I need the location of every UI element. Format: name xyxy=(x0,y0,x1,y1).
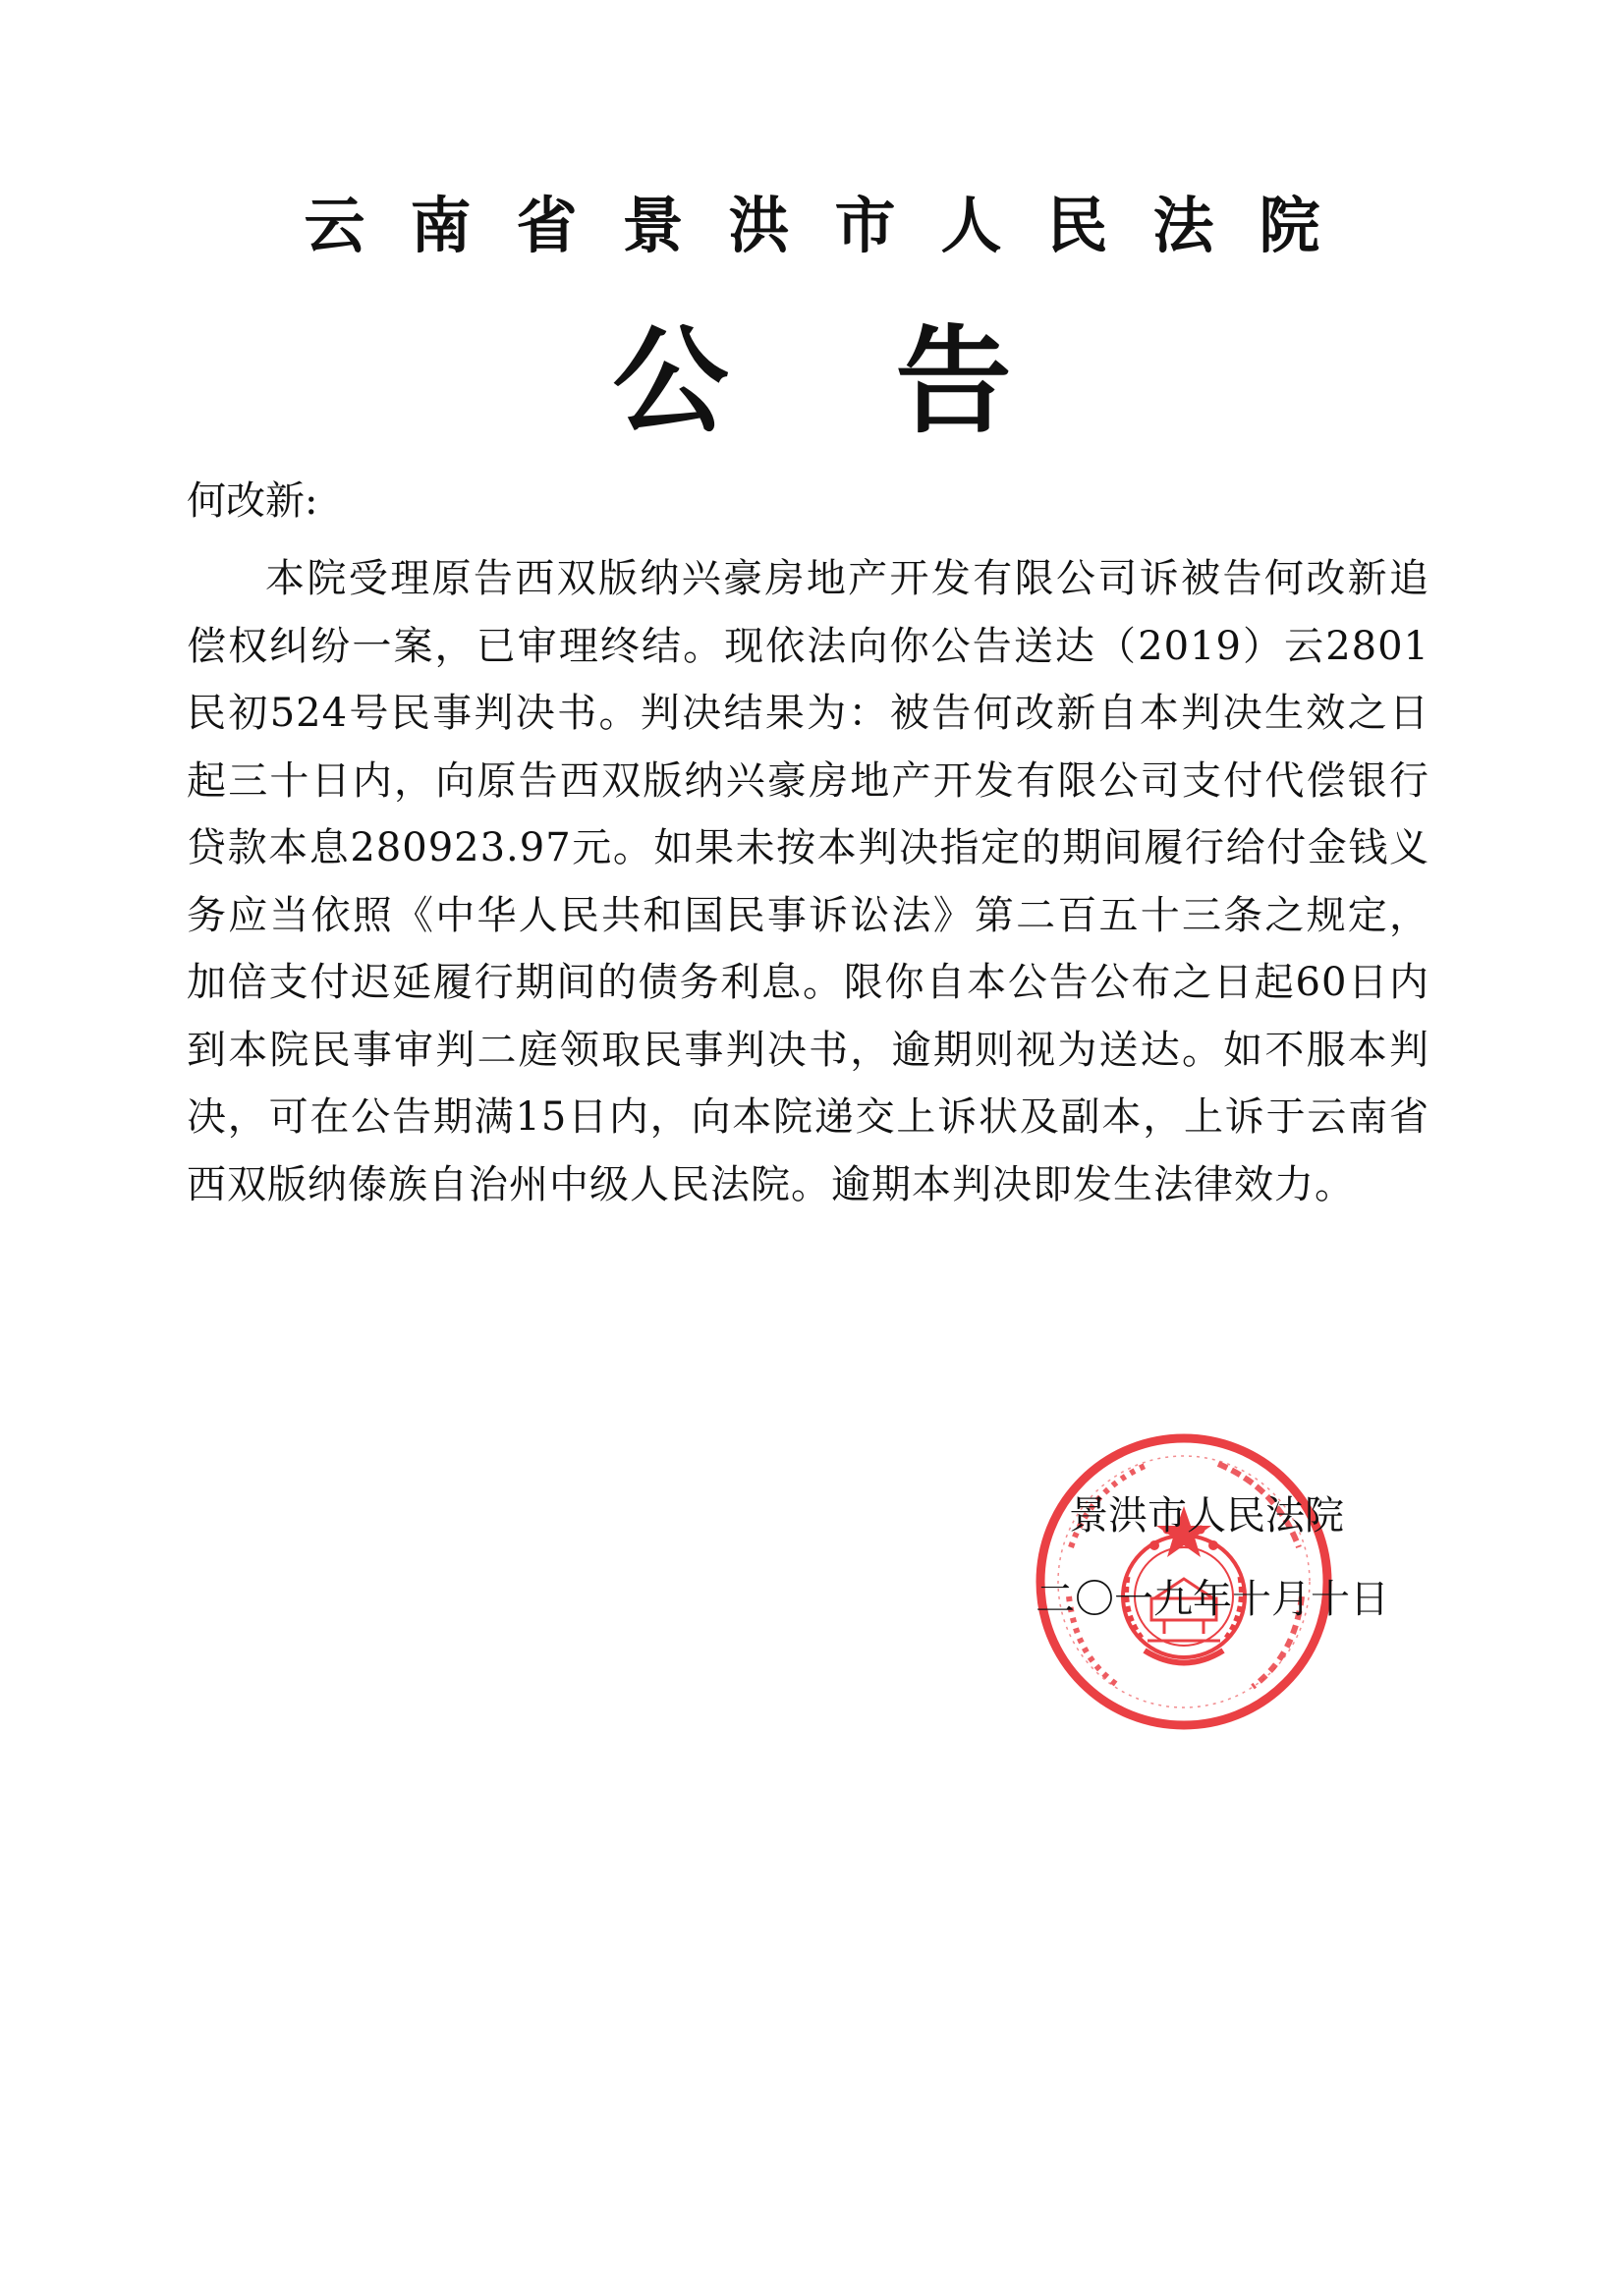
addressee: 何改新: xyxy=(187,478,318,524)
notice-body: 本院受理原告西双版纳兴豪房地产开发有限公司诉被告何改新追偿权纠纷一案，已审理终结。现依法向你公告送达（2019）云2801民初524号民事判决书。判决结果为：被告何改新自本判决生效之日起三十日内，向原告西双版纳兴豪房地产开发有限公司支付代偿银行贷款本息280923.97元。如果未按本判决指定的期间履行给付金钱义务应当依照《中华人民共和国民事诉讼法》第二百五十三条之规定，加倍支付迟延履行期间的债务利息。限你自本公告公布之日起60日内到本院民事审判二庭领取民事判决书，逾期则视为送达。如不服本判决，可在公告期满15日内，向本院递交上诉状及副本，上诉于云南省西双版纳傣族自治州中级人民法院。逾期本判决即发生法律效力。 xyxy=(187,556,1429,1207)
court-name-heading: 云南省景洪市人民法院 xyxy=(304,190,1366,261)
document-title: 公告 xyxy=(612,312,1179,449)
signature-court-name: 景洪市人民法院 xyxy=(1069,1493,1344,1539)
signature-date: 二〇一九年十月十日 xyxy=(1036,1577,1389,1622)
